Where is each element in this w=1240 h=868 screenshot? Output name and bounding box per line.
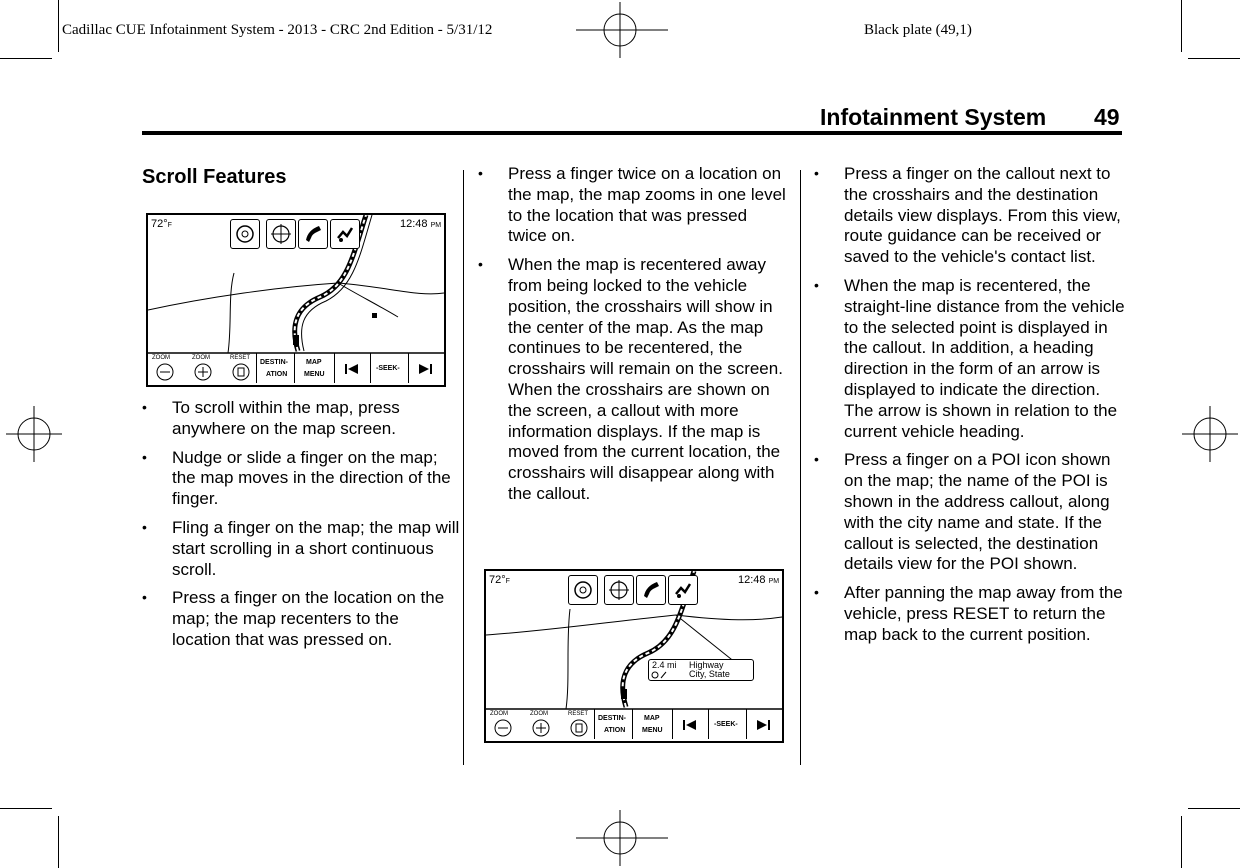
column-divider <box>800 170 801 765</box>
seek-label[interactable]: -SEEK- <box>376 365 400 372</box>
climate-app-icon[interactable] <box>668 575 698 605</box>
vehicle-icon <box>621 689 627 699</box>
zoom-out-label: ZOOM <box>490 711 508 717</box>
registration-mark-icon <box>576 2 668 58</box>
zoom-out-icon[interactable] <box>156 363 174 381</box>
audio-app-icon[interactable] <box>568 575 598 605</box>
scroll-features-heading: Scroll Features <box>142 166 287 188</box>
zoom-out-icon[interactable] <box>494 719 512 737</box>
heading-arrow-icon <box>651 671 667 679</box>
crop-mark <box>58 816 59 868</box>
bullet-glyph: • <box>814 451 819 468</box>
header-rule <box>142 131 1122 135</box>
map-menu-label-2[interactable]: MENU <box>642 727 663 734</box>
bullet-glyph: • <box>814 276 819 293</box>
bullet-glyph: • <box>478 256 483 273</box>
registration-mark-icon <box>6 406 62 462</box>
page-number: 49 <box>1094 104 1120 130</box>
column-3-bullets <box>814 164 1126 654</box>
bullet-item <box>814 276 1126 442</box>
previous-track-icon[interactable] <box>682 719 698 731</box>
poi-icon <box>372 313 377 318</box>
map-menu-label-1[interactable]: MAP <box>644 715 660 722</box>
column-1-bullets <box>142 398 460 659</box>
destination-label-1[interactable]: DESTIN- <box>260 359 288 366</box>
bullet-text: To scroll within the map, press anywhere on the map screen. <box>172 398 400 438</box>
bullet-text: Press a finger on a POI icon shown on the map; the name of the POI is shown in the address callout, along with the city name and state. If the callout is selected, the destination details view for the POI shown. <box>844 450 1111 574</box>
bullet-item <box>478 164 790 247</box>
zoom-in-label: ZOOM <box>192 355 210 361</box>
bullet-item <box>814 164 1126 268</box>
bullet-glyph: • <box>814 165 819 181</box>
bullet-text: Press a finger twice on a location on the map, the map zooms in one level to the location that was pressed twice on. <box>508 164 786 246</box>
section-title: Infotainment System <box>820 104 1047 130</box>
clock: 12:48 <box>738 574 766 586</box>
clock-ampm: PM <box>768 578 780 585</box>
location-callout[interactable] <box>648 659 754 681</box>
map-menu-label-2[interactable]: MENU <box>304 371 325 378</box>
temperature: 72° <box>151 218 168 230</box>
next-track-icon[interactable] <box>756 719 772 731</box>
bullet-item <box>142 588 460 650</box>
callout-distance: 2.4 mi <box>652 660 677 670</box>
bullet-text: Press a finger on the location on the map; the map recenters to the location that was pressed on. <box>172 588 445 649</box>
bullet-text: Nudge or slide a finger on the map; the map moves in the direction of the finger. <box>172 447 451 509</box>
zoom-in-icon[interactable] <box>532 719 550 737</box>
zoom-in-label: ZOOM <box>530 711 548 717</box>
bullet-item <box>478 255 790 505</box>
clock-ampm: PM <box>430 222 442 229</box>
crop-mark <box>0 808 52 809</box>
crop-mark <box>0 58 52 59</box>
print-info-right: Black plate (49,1) <box>864 22 972 38</box>
bullet-glyph: • <box>142 448 147 465</box>
bullet-item <box>142 448 460 510</box>
infotainment-screen-illustration <box>484 569 784 743</box>
climate-app-icon[interactable] <box>330 219 360 249</box>
bullet-item <box>814 450 1126 575</box>
reset-icon[interactable] <box>232 363 250 381</box>
next-track-icon[interactable] <box>418 363 434 375</box>
phone-app-icon[interactable] <box>298 219 328 249</box>
reset-label: RESET <box>230 355 251 361</box>
destination-label-2[interactable]: ATION <box>604 727 626 734</box>
bullet-text: Press a finger on the callout next to the crosshairs and the destination details view displays. From this view, route guidance can be received or saved to the vehicle's contact list. <box>844 164 1121 267</box>
registration-mark-icon <box>576 810 668 866</box>
bullet-item <box>142 518 460 580</box>
seek-label[interactable]: -SEEK- <box>714 721 738 728</box>
bullet-text: Fling a finger on the map; the map will start scrolling in a short continuous scroll. <box>172 517 460 579</box>
navigation-app-icon[interactable] <box>266 219 296 249</box>
crop-mark <box>1188 58 1240 59</box>
bullet-glyph: • <box>142 399 147 415</box>
bullet-item <box>142 398 460 440</box>
bullet-text: When the map is recentered, the straight-line distance from the vehicle to the selected point is displayed in the callout. In addition, a heading direction in the form of an arrow is displayed to indicate the direction. The arrow is shown in relation to the current vehicle heading. <box>844 275 1125 441</box>
crop-mark <box>58 0 59 52</box>
reset-label: RESET <box>568 711 589 717</box>
temperature: 72° <box>489 574 506 586</box>
bullet-glyph: • <box>814 584 819 601</box>
bullet-item <box>814 583 1126 645</box>
print-info-left: Cadillac CUE Infotainment System - 2013 - CRC 2nd Edition - 5/31/12 <box>62 22 493 38</box>
previous-track-icon[interactable] <box>344 363 360 375</box>
bullet-text: When the map is recentered away from being locked to the vehicle position, the crosshairs will show in the center of the map. As the map continues to be recentered, the crosshairs will remain on the screen. When the crosshairs are shown on the screen, a callout with more information displays. If the map is moved from the current location, the crosshairs will disappear along with the callout. <box>508 255 783 503</box>
vehicle-icon <box>293 335 299 345</box>
bullet-text: After panning the map away from the vehicle, press RESET to return the map back to the current position. <box>844 583 1123 644</box>
zoom-in-icon[interactable] <box>194 363 212 381</box>
clock: 12:48 <box>400 218 428 230</box>
callout-road: Highway <box>689 660 724 670</box>
reset-icon[interactable] <box>570 719 588 737</box>
column-divider <box>463 170 464 765</box>
temperature-unit: F <box>505 578 510 585</box>
crop-mark <box>1181 816 1182 868</box>
destination-label-1[interactable]: DESTIN- <box>598 715 626 722</box>
map-menu-label-1[interactable]: MAP <box>306 359 322 366</box>
destination-label-2[interactable]: ATION <box>266 371 288 378</box>
audio-app-icon[interactable] <box>230 219 260 249</box>
zoom-out-label: ZOOM <box>152 355 170 361</box>
registration-mark-icon <box>1182 406 1238 462</box>
temperature-unit: F <box>167 222 172 229</box>
column-2-bullets <box>478 164 790 513</box>
callout-place: City, State <box>689 669 730 679</box>
bullet-glyph: • <box>142 518 147 535</box>
navigation-app-icon[interactable] <box>604 575 634 605</box>
bullet-glyph: • <box>478 165 483 181</box>
bullet-glyph: • <box>142 589 147 606</box>
crop-mark <box>1188 808 1240 809</box>
phone-app-icon[interactable] <box>636 575 666 605</box>
infotainment-screen-illustration <box>146 213 446 387</box>
crop-mark <box>1181 0 1182 52</box>
